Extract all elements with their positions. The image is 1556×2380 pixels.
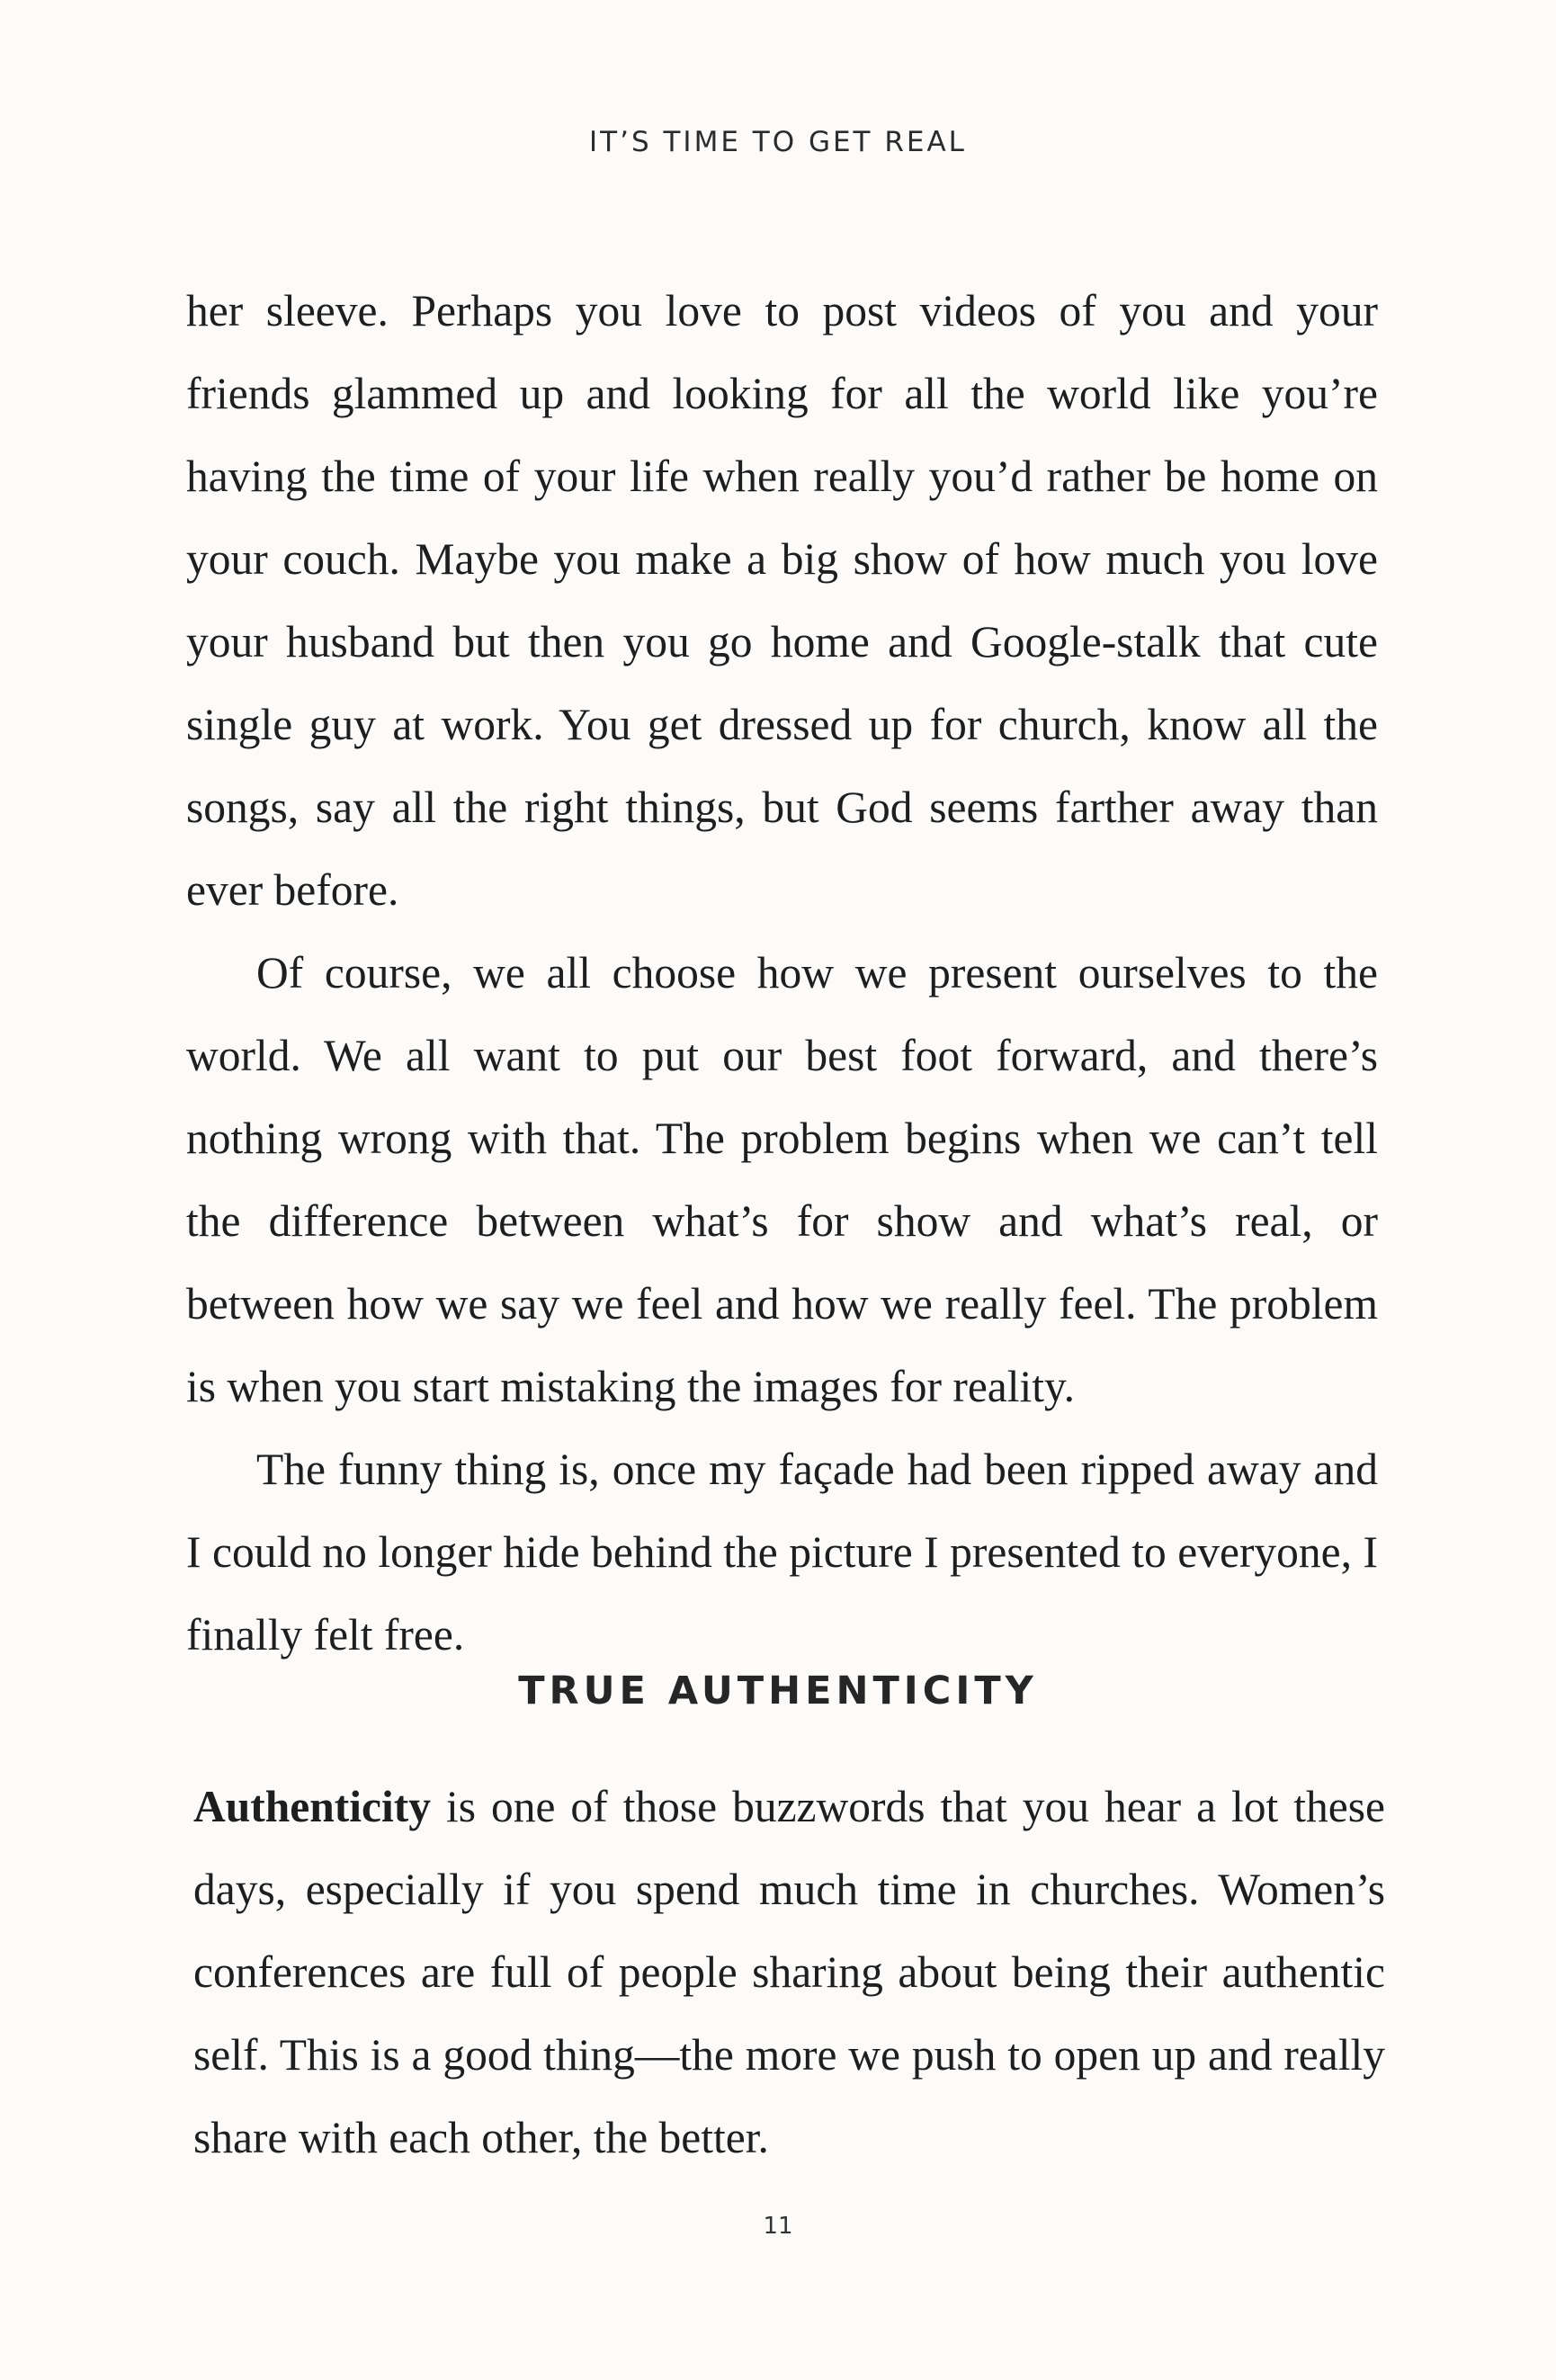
section-body <box>193 1766 1385 2179</box>
paragraph: Of course, we all choose how we present ourselves to the world. We all want to put our best foot forward, and there’s nothing wrong with that. The problem begins when we can’t tell the difference between what’s for show and what’s real, or between how we say we feel and how we really feel. The problem is when you start mistaking the images for reality. <box>186 948 1378 1411</box>
paragraph: The funny thing is, once my façade had been ripped away and I could no longer hide behind the picture I presented to everyone, I finally felt free. <box>186 1445 1378 1660</box>
bold-term: Authenticity <box>193 1782 431 1831</box>
section-paragraph <box>193 1766 1385 2179</box>
section-heading: TRUE AUTHENTICITY <box>518 1669 1038 1713</box>
body-text <box>186 270 1378 1677</box>
paragraph-continued: her sleeve. Perhaps you love to post videos of you and your friends glammed up and looking for all the world like you’re having the time of your life when really you’d rather be home on your couch. Maybe you make a big show of how much you love your husband but then you go home and Google-stalk that cute single guy at work. You get dressed up for church, know all the songs, say all the right things, but God seems farther away than ever before. <box>186 286 1378 915</box>
running-head: IT’S TIME TO GET REAL <box>589 126 967 158</box>
section-paragraph-text: is one of those buzzwords that you hear a lot these days, especially if you spend much time in churches. Women’s conferences are full of people sharing about being their authentic self. This is a good thing—the more we push to open up and really share with each other, the better. <box>193 1782 1385 2162</box>
page-number: 11 <box>763 2213 793 2240</box>
